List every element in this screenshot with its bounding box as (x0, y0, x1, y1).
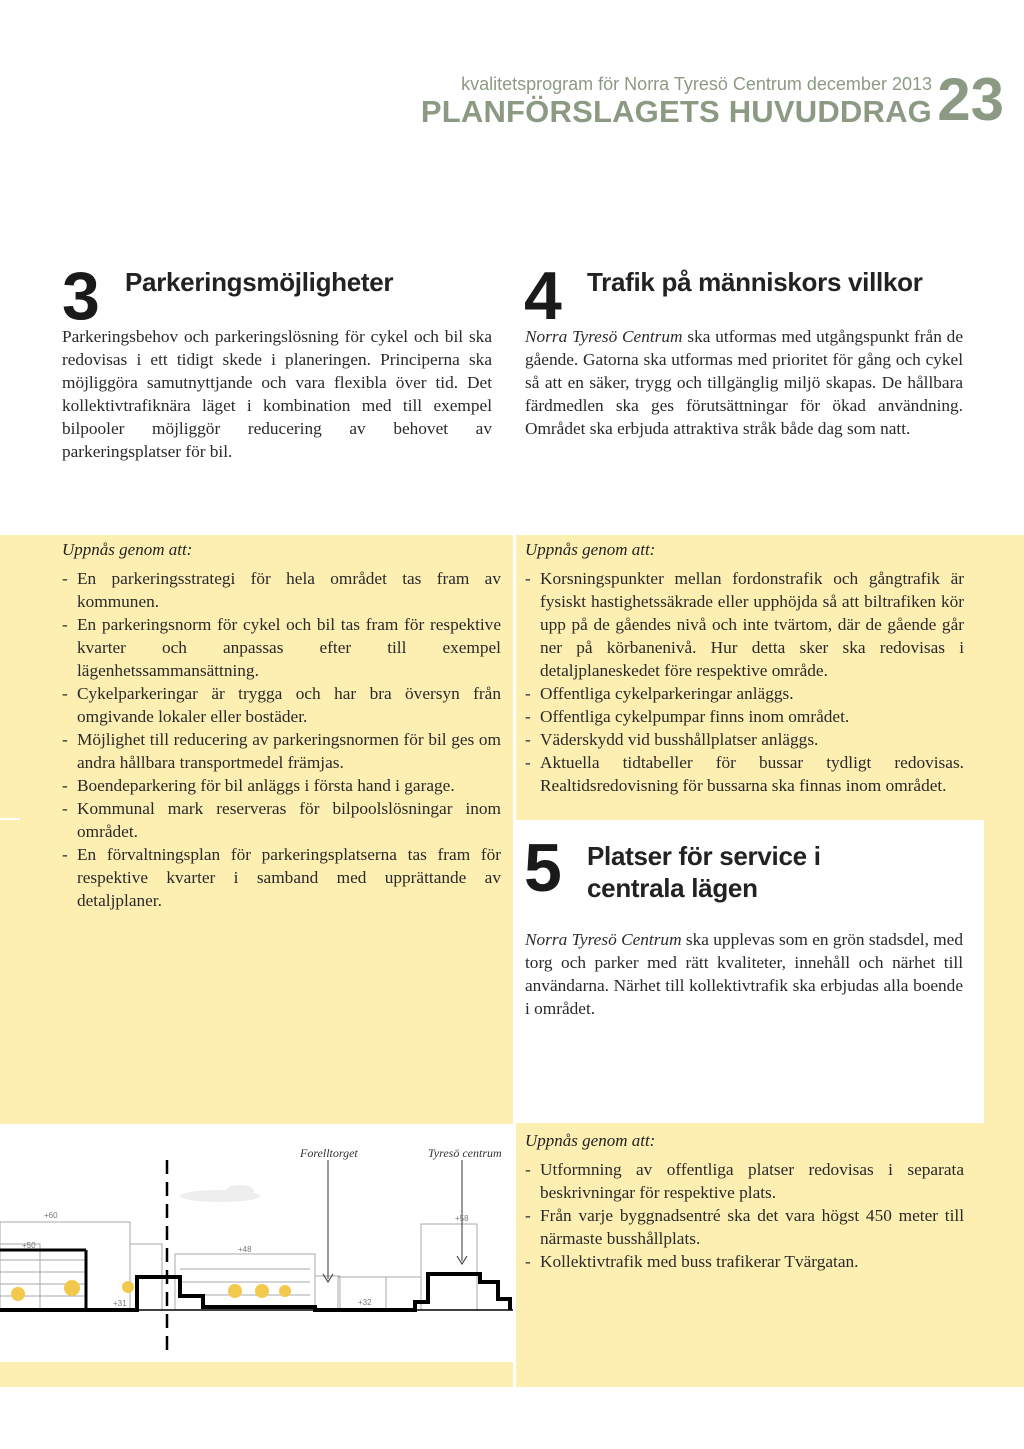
level-label: +48 (238, 1245, 252, 1254)
section-3-uppnas-label: Uppnås genom att: (62, 540, 193, 559)
section-4-body-text: ska utformas med utgångspunkt från de gående. Gatorna ska utformas med prioritet för gång och cykel så att en säker, trygg och tillgänglig miljö skapas. De hållbara färdmedlen ska ges förutsättningar för ökad användning. Området ska erbjuda attraktiva stråk både dag som natt. (525, 327, 963, 438)
label-forelltorget: Forelltorget (300, 1146, 358, 1160)
section-4-number: 4 (524, 258, 562, 334)
section-3-list (62, 567, 501, 912)
list-item: - Cykelparkeringar är trygga och har bra översyn från omgivande lokaler eller bostäder. (62, 682, 501, 728)
place-name: Norra Tyresö Centrum (525, 327, 683, 346)
section-4-uppnas-label: Uppnås genom att: (525, 540, 656, 559)
level-label: +58 (455, 1214, 469, 1223)
level-label: +31 (113, 1299, 127, 1308)
section-5-list (525, 1158, 964, 1273)
tree-shape (279, 1285, 291, 1297)
cloud-shape (226, 1185, 254, 1197)
list-item: - En parkeringsnorm för cykel och bil tas fram för respektive kvarter och anpassas efter till exempel lägenhetssammansättning. (62, 613, 501, 682)
section-5-title-line-1: Platser för service i (587, 841, 821, 871)
chapter-title: PLANFÖRSLAGETS HUVUDDRAG (420, 94, 932, 129)
document-subtitle: kvalitetsprogram för Norra Tyresö Centrum december 2013 (461, 74, 932, 94)
label-tyreso-centrum: Tyresö centrum (428, 1146, 502, 1160)
section-5-body-text: ska upplevas som en grön stadsdel, med torg och parker med rätt kvaliteter, innehåll och närhet till användarna. Närhet till kollektivtrafik ska erbjudas alla boende i området. (525, 930, 963, 1018)
list-item: - Kommunal mark reserveras för bilpoolslösningar inom området. (62, 797, 501, 843)
section-5-number: 5 (524, 830, 562, 906)
list-item: - Utformning av offentliga platser redovisas i separata beskrivningar för respektive plats. (525, 1158, 964, 1204)
tree-shape (11, 1287, 25, 1301)
list-item: - Aktuella tidtabeller för bussar tydligt redovisas. Realtidsredovisning för bussarna ska finnas inom området. (525, 751, 964, 797)
level-label: +32 (358, 1298, 372, 1307)
tree-shape (255, 1284, 269, 1298)
section-3-number: 3 (62, 258, 100, 334)
tree-shape (228, 1284, 242, 1298)
section-3-title: Parkeringsmöjligheter (125, 267, 394, 297)
building-edge (0, 1250, 86, 1310)
list-item: - Kollektivtrafik med buss trafikerar Tvärgatan. (525, 1250, 964, 1273)
section-4-list (525, 567, 964, 797)
section-5-body (525, 928, 963, 1020)
section-4-body (525, 325, 963, 440)
section-diagram (0, 1124, 513, 1362)
tree-shape (64, 1280, 80, 1296)
level-label: +60 (44, 1211, 58, 1220)
list-item: - Boendeparkering för bil anläggs i första hand i garage. (62, 774, 501, 797)
list-item: - En parkeringsstrategi för hela området tas fram av kommunen. (62, 567, 501, 613)
list-item: - Offentliga cykelparkeringar anläggs. (525, 682, 964, 705)
list-item: - Offentliga cykelpumpar finns inom området. (525, 705, 964, 728)
level-label: +50 (22, 1241, 36, 1250)
section-4-title: Trafik på människors villkor (587, 267, 923, 297)
list-item: - Från varje byggnadsentré ska det vara högst 450 meter till närmaste busshållplats. (525, 1204, 964, 1250)
place-name: Norra Tyresö Centrum (525, 930, 682, 949)
tree-shape (122, 1281, 134, 1293)
list-item: - Väderskydd vid busshållplatser anläggs. (525, 728, 964, 751)
section-3-body: Parkeringsbehov och parkeringslösning för cykel och bil ska redovisas i ett tidigt skede i planeringen. Principerna ska möjliggöra samutnyttjande och vara flexibla över tid. Det kollektivtrafiknära läget i kombination med till exempel bilpooler möjliggör reducering av behovet av parkeringsplatser för bil. (62, 327, 492, 461)
section-5-title (587, 840, 821, 904)
section-5-uppnas-label: Uppnås genom att: (525, 1131, 656, 1150)
section-5-title-line-2: centrala lägen (587, 873, 758, 903)
list-item: - En förvaltningsplan för parkeringsplatserna tas fram för respektive kvarter i samband med upprättande av detaljplaner. (62, 843, 501, 912)
edge-marker (0, 818, 20, 820)
page-number: 23 (937, 66, 1004, 133)
list-item: - Korsningspunkter mellan fordonstrafik och gångtrafik är fysiskt hastighetssäkrade eller upphöjda så att biltrafiken kör upp på de gåendes nivå och inte tvärtom, där de gående går ner på körbanenivå. Hur detta sker ska redovisas i detaljplaneskedet före respektive område. (525, 567, 964, 682)
list-item: - Möjlighet till reducering av parkeringsnormen för bil ges om andra hållbara transportmedel främjas. (62, 728, 501, 774)
